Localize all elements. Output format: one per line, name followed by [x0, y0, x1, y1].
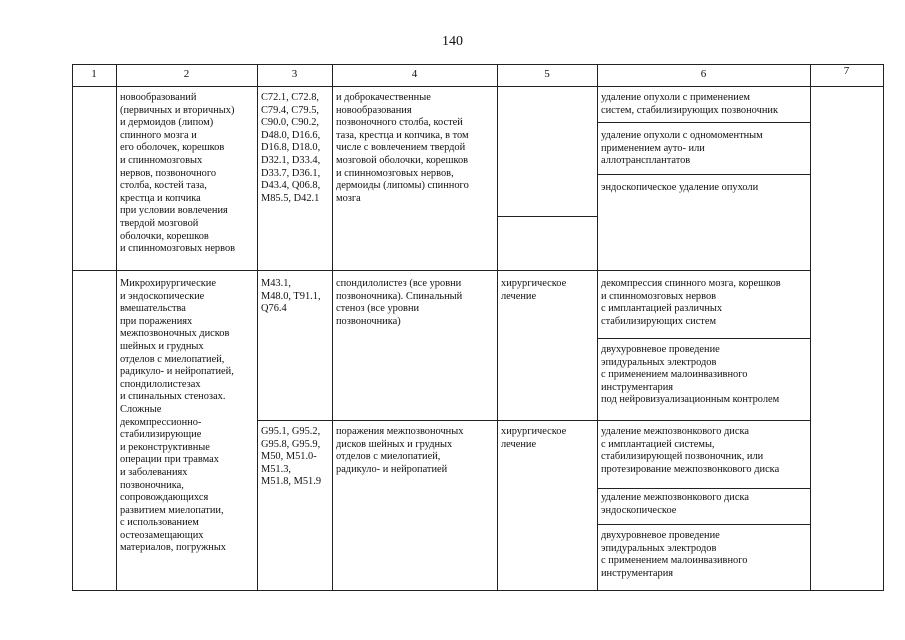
group1-method-3: эндоскопическое удаление опухоли — [601, 182, 759, 193]
group2-sub2-method-2: удаление межпозвонкового диска эндоскопическое — [601, 492, 749, 516]
group1-diagnosis: и доброкачественные новообразования позвоночного столба, костей таза, крестца и копчика, в том числе с вовлечением твердой мозговой оболочки, корешков и спинномозговых нервов, дермоиды (липомы) спинного мозга — [336, 92, 469, 204]
group1-method-2: удаление опухоли с одномоментным применением ауто- или аллотрансплантатов — [601, 130, 763, 167]
col6-divider — [597, 338, 810, 339]
header-col-4: 4 — [411, 68, 418, 80]
group2-sub2-method-3: двухуровневое проведение эпидуральных электродов с применением малоинвазивного инструментария — [601, 530, 748, 579]
group1-condition-title: новообразований (первичных и вторичных) и дермоидов (липом) спинного мозга и его оболочек, корешков и спинномозговых нервов, позвоночного столба, костей таза, крестца и копчика при условии вовлечения твердой мозговой оболочки, корешков и спинномозговых нервов — [120, 92, 236, 255]
group2-sub1-method-1: декомпрессия спинного мозга, корешков и спинномозговых нервов с имплантацией различных стабилизирующих систем — [601, 278, 781, 327]
group2-sub1-treatment: хирургическое лечение — [501, 278, 567, 302]
col-border — [810, 64, 811, 591]
col-border — [497, 64, 498, 591]
col-border — [72, 64, 73, 591]
header-col-5: 5 — [544, 68, 550, 80]
col-border — [116, 64, 117, 591]
header-col-1: 1 — [91, 68, 97, 80]
table-top-border — [72, 64, 884, 65]
col-border — [257, 64, 258, 591]
group2-sub2-icd-codes: G95.1, G95.2, G95.8, G95.9, M50, M51.0- M51.3, M51.8, M51.9 — [261, 426, 322, 488]
table-bottom-border — [72, 590, 884, 591]
header-col-3: 3 — [291, 68, 298, 80]
header-bottom-border — [72, 86, 884, 87]
col-border — [883, 64, 884, 591]
group1-bottom-border — [72, 270, 810, 271]
group2-sub2-diagnosis: поражения межпозвоночных дисков шейных и грудных отделов с миелопатией, радикуло- и нейропатией — [336, 426, 464, 475]
group1-method-1: удаление опухоли с применением систем, стабилизирующих позвоночник — [601, 92, 779, 116]
col-border — [332, 64, 333, 591]
header-col-2: 2 — [183, 68, 190, 80]
col6-divider — [597, 122, 810, 123]
group2-condition-title: Микрохирургические и эндоскопические вмешательства при поражениях межпозвоночных дисков шейных и грудных отделов с миелопатией, радикуло- и нейропатией, спондилолистезах и спинальных стенозах. Сложные декомпрессионно- стабилизирующие и реконструктивные операции при травмах и заболеваниях позвоночника, сопровождающихся развитием миелопатии, с использованием остеозамещающих материалов, погружных — [120, 278, 234, 554]
col6-divider — [597, 174, 810, 175]
sub1-bottom-border — [257, 420, 810, 421]
group2-sub2-treatment: хирургическое лечение — [501, 426, 567, 450]
col6-divider — [597, 488, 810, 489]
page-number: 140 — [442, 34, 463, 49]
header-col-6: 6 — [700, 68, 707, 80]
group2-sub1-method-2: двухуровневое проведение эпидуральных электродов с применением малоинвазивного инструментария под нейровизуализационным контролем — [601, 344, 780, 406]
col-border — [597, 64, 598, 591]
col6-divider — [597, 524, 810, 525]
group2-sub1-diagnosis: спондилолистез (все уровни позвоночника). Спинальный стеноз (все уровни позвоночника) — [336, 278, 463, 327]
group2-sub1-icd-codes: M43.1, M48.0, T91.1, Q76.4 — [261, 278, 321, 315]
header-col-7: 7 — [843, 65, 850, 77]
group2-sub2-method-1: удаление межпозвонкового диска с имплантацией системы, стабилизирующей позвоночник, или протезирование межпозвонкового диска — [601, 426, 780, 475]
group1-icd-codes: C72.1, C72.8, C79.4, C79.5, C90.0, C90.2, D48.0, D16.6, D16.8, D18.0, D32.1, D33.4, D33.7, D36.1, D43.4, Q06.8, M85.5, D42.1 — [261, 92, 321, 204]
col5-divider — [497, 216, 597, 217]
